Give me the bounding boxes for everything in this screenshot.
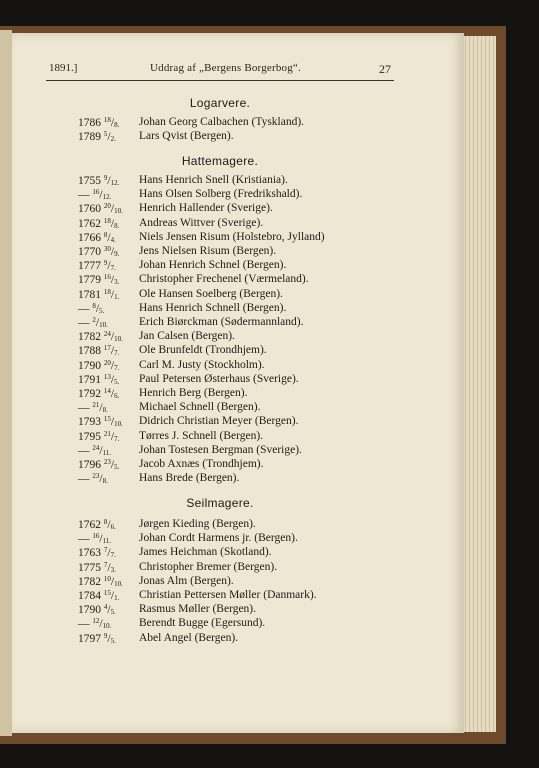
entry-date: — $^2/_{10.}$ xyxy=(78,316,108,329)
entry-date: 1784 $^{15}/_{1.}$ xyxy=(78,589,120,602)
register-entry xyxy=(78,603,378,617)
entry-day: 7 xyxy=(103,546,108,555)
running-head-title: Uddrag af „Bergens Borgerbog“. xyxy=(150,62,301,74)
section-heading: Logarvere. xyxy=(189,96,251,110)
entry-date: — $^{16}/_{12.}$ xyxy=(78,188,112,202)
entry-year: 1760 xyxy=(78,203,101,216)
entry-year: 1762 xyxy=(78,217,101,230)
entry-name: Erich Biørckman (Sødermannland). xyxy=(139,316,304,328)
register-entry xyxy=(78,259,378,273)
entry-year: 1777 xyxy=(78,260,101,273)
register-entry xyxy=(78,546,378,560)
entry-year: 1782 xyxy=(78,575,101,588)
entry-year: — xyxy=(78,402,90,415)
register-entry xyxy=(78,518,378,532)
entry-date: 1797 $^9/_{5.}$ xyxy=(78,631,116,645)
entry-date: — $^{23}/_{8.}$ xyxy=(78,472,108,486)
entry-month: 7. xyxy=(110,264,116,273)
entry-name: Christopher Bremer (Bergen). xyxy=(139,560,278,573)
register-entry xyxy=(78,632,378,646)
entry-date: 1792 $^{14}/_{6.}$ xyxy=(78,387,120,400)
register-entry xyxy=(78,415,378,429)
previous-page-edge xyxy=(0,30,12,736)
entry-day: 9 xyxy=(103,174,108,182)
entry-date: 1796 $^{23}/_{5.}$ xyxy=(78,458,120,471)
entry-year: 1784 xyxy=(78,590,101,602)
entry-date: 1788 $^{17}/_{7.}$ xyxy=(78,344,120,358)
register-entry xyxy=(78,401,378,415)
entry-date: 1782 $^{24}/_{10.}$ xyxy=(78,330,123,344)
entry-month: 5. xyxy=(114,377,120,386)
entry-date: 1777 $^9/_{7.}$ xyxy=(78,259,116,273)
entry-date: 1763 $^7/_{7.}$ xyxy=(78,546,116,560)
entry-name: Jan Calsen (Bergen). xyxy=(139,330,235,343)
entry-year: 1779 xyxy=(78,274,101,287)
entry-month: 8. xyxy=(114,121,120,129)
entry-day: 16 xyxy=(92,532,100,541)
entry-day: 10 xyxy=(103,574,111,583)
entry-day: 8 xyxy=(92,301,96,310)
entry-year: 1790 xyxy=(78,359,101,372)
header-rule xyxy=(46,80,394,81)
entry-date: 1766 $^8/_{4.}$ xyxy=(78,230,116,244)
entry-year: 1795 xyxy=(78,430,101,443)
page-stack-edges xyxy=(462,36,496,732)
page-number: 27 xyxy=(379,62,391,76)
register-entry xyxy=(78,444,378,458)
entry-date: 1782 $^{10}/_{10.}$ xyxy=(78,574,123,588)
register-entry xyxy=(78,344,378,358)
register-entry xyxy=(78,116,378,130)
entry-day: 23 xyxy=(92,472,100,481)
entry-day: 21 xyxy=(103,429,111,438)
entry-month: 8. xyxy=(102,406,108,415)
entry-name: Jørgen Kieding (Bergen). xyxy=(139,518,256,530)
entry-month: 7. xyxy=(110,551,116,560)
entry-year: 1786 xyxy=(78,117,101,129)
entry-day: 24 xyxy=(103,330,111,339)
running-head xyxy=(46,62,394,82)
entry-year: — xyxy=(78,533,90,546)
register-entry xyxy=(78,387,378,401)
entry-name: Henrich Berg (Bergen). xyxy=(139,387,248,399)
entry-name: Christian Pettersen Møller (Danmark). xyxy=(139,589,317,601)
entry-year: — xyxy=(78,317,90,329)
entry-month: 10. xyxy=(114,420,123,429)
entry-year: — xyxy=(78,302,90,315)
entry-name: Johan Henrich Schnel (Bergen). xyxy=(139,259,287,272)
entry-month: 11. xyxy=(102,537,112,546)
entry-day: 18 xyxy=(103,287,111,296)
entry-month: 9. xyxy=(114,250,120,258)
entry-month: 10. xyxy=(102,622,112,631)
entry-day: 8 xyxy=(103,518,108,526)
entry-month: 2. xyxy=(110,135,116,144)
entry-date: 1786 $^{18}/_{8.}$ xyxy=(78,116,120,129)
register-entry xyxy=(78,359,378,373)
register-entry xyxy=(78,174,378,188)
entry-date: 1790 $^4/_{5.}$ xyxy=(78,603,116,617)
entry-date: 1790 $^{20}/_{7.}$ xyxy=(78,358,120,372)
entry-date: 1781 $^{18}/_{1.}$ xyxy=(78,287,120,301)
entry-day: 13 xyxy=(103,372,111,381)
register-entry xyxy=(78,231,378,245)
entry-year: — xyxy=(78,618,90,631)
entry-year: 1792 xyxy=(78,388,101,400)
entry-day: 20 xyxy=(103,202,111,211)
entry-date: — $^{24}/_{11.}$ xyxy=(78,443,112,457)
entry-date: 1795 $^{21}/_{7.}$ xyxy=(78,429,120,443)
entry-day: 15 xyxy=(103,589,111,597)
entry-year: — xyxy=(78,444,90,457)
entry-name: Jacob Axnæs (Trondhjem). xyxy=(139,458,264,470)
entry-name: Hans Olsen Solberg (Fredrikshald). xyxy=(139,188,303,201)
register-entry xyxy=(78,532,378,546)
entry-day: 12 xyxy=(92,617,100,626)
entry-name: Rasmus Møller (Bergen). xyxy=(139,603,257,616)
entry-day: 9 xyxy=(103,631,108,640)
entry-day: 14 xyxy=(103,387,111,395)
entry-name: Jens Nielsen Risum (Bergen). xyxy=(139,245,277,257)
register-entry xyxy=(78,130,378,144)
entry-name: Hans Henrich Snell (Kristiania). xyxy=(139,174,288,186)
entry-day: 7 xyxy=(103,560,108,569)
entry-day: 21 xyxy=(92,401,100,410)
entry-year: 1796 xyxy=(78,459,101,471)
entry-date: 1775 $^7/_{3.}$ xyxy=(78,560,116,574)
entry-name: Ole Hansen Soelberg (Bergen). xyxy=(139,287,283,300)
entry-month: 3. xyxy=(110,565,116,574)
entry-day: 9 xyxy=(103,259,108,268)
entry-day: 15 xyxy=(103,415,111,424)
entry-year: 1781 xyxy=(78,288,101,301)
register-entry xyxy=(78,575,378,589)
entry-year: — xyxy=(78,473,90,486)
entry-year: 1755 xyxy=(78,175,101,187)
entry-month: 10. xyxy=(114,335,123,344)
entry-month: 12. xyxy=(110,179,120,187)
entry-date: 1755 $^9/_{12.}$ xyxy=(78,174,120,187)
section-heading: Hattemagere. xyxy=(181,154,259,168)
register-entry xyxy=(78,288,378,302)
register-entry xyxy=(78,316,378,330)
entry-day: 8 xyxy=(103,230,108,239)
entry-day: 18 xyxy=(103,116,111,124)
entry-year: 1775 xyxy=(78,561,101,574)
entry-name: Niels Jensen Risum (Holstebro, Jylland) xyxy=(139,230,325,243)
register-entry xyxy=(78,561,378,575)
entry-day: 17 xyxy=(103,344,111,353)
register-entry xyxy=(78,245,378,259)
entry-year: 1791 xyxy=(78,373,101,386)
entry-name: Ole Brunfeldt (Trondhjem). xyxy=(139,344,267,357)
entry-year: 1793 xyxy=(78,416,101,429)
entry-month: 1. xyxy=(114,292,120,301)
register-entry xyxy=(78,217,378,231)
register-entry xyxy=(78,302,378,316)
entry-month: 7. xyxy=(114,434,120,443)
entry-date: 1789 $^5/_{2.}$ xyxy=(78,130,116,144)
entry-name: Abel Angel (Bergen). xyxy=(139,631,239,644)
entry-month: 5. xyxy=(99,306,105,315)
entry-day: 24 xyxy=(92,443,100,452)
entry-name: Andreas Wittver (Sverige). xyxy=(139,216,264,229)
register-entry xyxy=(78,330,378,344)
entry-day: 23 xyxy=(103,458,111,466)
entry-month: 5. xyxy=(114,463,120,471)
entry-year: 1762 xyxy=(78,519,101,531)
entry-month: 8. xyxy=(114,221,120,230)
entry-day: 5 xyxy=(103,130,108,139)
entry-day: 30 xyxy=(103,245,111,253)
entry-month: 12. xyxy=(102,193,112,202)
entry-month: 1. xyxy=(114,594,120,602)
entry-date: 1762 $^8/_{6.}$ xyxy=(78,518,116,531)
register-entry xyxy=(78,273,378,287)
entry-name: Johan Georg Calbachen (Tyskland). xyxy=(139,116,305,128)
register-entry xyxy=(78,202,378,216)
register-entry xyxy=(78,472,378,486)
register-entry xyxy=(78,430,378,444)
section-heading: Seilmagere. xyxy=(186,496,254,510)
register-entry xyxy=(78,617,378,631)
entry-year: 1782 xyxy=(78,331,101,344)
entry-date: — $^{16}/_{11.}$ xyxy=(78,532,112,546)
entry-name: Henrich Hallender (Sverige). xyxy=(139,202,273,215)
entry-day: 16 xyxy=(92,188,100,197)
entry-month: 10. xyxy=(114,207,123,216)
entry-name: Hans Henrich Schnell (Bergen). xyxy=(139,301,287,314)
entry-year: 1788 xyxy=(78,345,101,358)
entry-name: Johan Cordt Harmens jr. (Bergen). xyxy=(139,532,298,545)
entry-name: Tørres J. Schnell (Bergen). xyxy=(139,429,264,442)
entry-year: — xyxy=(78,189,90,202)
entry-name: Christopher Frechenel (Værmeland). xyxy=(139,273,309,286)
entry-year: 1797 xyxy=(78,632,101,645)
entry-name: Jonas Alm (Bergen). xyxy=(139,574,234,587)
entry-month: 8. xyxy=(102,477,108,486)
entry-month: 7. xyxy=(114,349,120,358)
entry-year: 1763 xyxy=(78,547,101,560)
entry-day: 4 xyxy=(103,603,108,612)
entry-date: 1762 $^{18}/_{8.}$ xyxy=(78,216,120,230)
entry-date: — $^8/_{5.}$ xyxy=(78,301,105,315)
entry-date: 1760 $^{20}/_{10.}$ xyxy=(78,202,123,216)
entry-day: 2 xyxy=(92,316,96,324)
entry-month: 7. xyxy=(114,363,120,372)
entry-name: Johan Tostesen Bergman (Sverige). xyxy=(139,443,302,456)
entry-month: 11. xyxy=(102,448,112,457)
entry-day: 16 xyxy=(103,273,111,282)
entry-month: 5. xyxy=(110,608,116,617)
entry-day: 18 xyxy=(103,216,111,225)
entry-month: 10. xyxy=(99,321,108,329)
entry-year: 1789 xyxy=(78,131,101,144)
register-entry xyxy=(78,589,378,603)
register-entry xyxy=(78,458,378,472)
entry-date: 1779 $^{16}/_{3.}$ xyxy=(78,273,120,287)
entry-name: Hans Brede (Bergen). xyxy=(139,472,240,485)
entry-month: 6. xyxy=(114,392,120,400)
entry-name: James Heichman (Skotland). xyxy=(139,546,272,559)
entry-day: 20 xyxy=(103,358,111,367)
running-head-year: 1891.] xyxy=(49,62,78,74)
entry-name: Michael Schnell (Bergen). xyxy=(139,401,261,414)
entry-name: Berendt Bugge (Egersund). xyxy=(139,617,266,630)
register-entry xyxy=(78,373,378,387)
entry-year: 1766 xyxy=(78,231,101,244)
entry-month: 3. xyxy=(114,278,120,287)
entry-month: 5. xyxy=(110,636,116,645)
entry-name: Paul Petersen Østerhaus (Sverige). xyxy=(139,372,299,385)
entry-year: 1770 xyxy=(78,246,101,258)
entry-name: Carl M. Justy (Stockholm). xyxy=(139,358,265,371)
register-entry xyxy=(78,188,378,202)
entry-month: 10. xyxy=(114,579,123,588)
entry-year: 1790 xyxy=(78,604,101,617)
entry-date: 1770 $^{30}/_{9.}$ xyxy=(78,245,120,258)
entry-date: — $^{21}/_{8.}$ xyxy=(78,401,108,415)
entry-name: Lars Qvist (Bergen). xyxy=(139,130,234,143)
entry-date: 1793 $^{15}/_{10.}$ xyxy=(78,415,123,429)
entry-date: 1791 $^{13}/_{5.}$ xyxy=(78,372,120,386)
entry-month: 4. xyxy=(110,235,116,244)
entry-date: — $^{12}/_{10.}$ xyxy=(78,617,112,631)
entry-month: 6. xyxy=(110,523,116,531)
entry-name: Didrich Christian Meyer (Bergen). xyxy=(139,415,299,428)
